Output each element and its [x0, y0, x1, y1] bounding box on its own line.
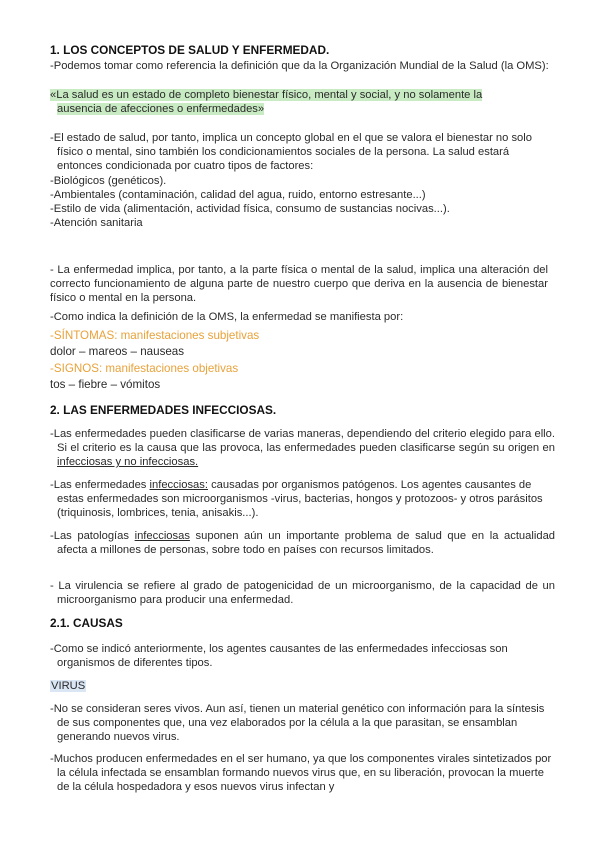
infectious-text-b: causadas por organismos patógenos. Los agentes causantes de estas enfermedades son microorganismos -virus, bacterias, hongos y protozoos- y otros parásitos (triquinosis, lombrices, tenia, anisakis...).: [57, 479, 543, 519]
pathologies-text-b: suponen aún un importante problema de salud que en la actualidad afecta a millones de personas, sobre todo en países con recursos limitados.: [57, 530, 556, 556]
virus-label: VIRUS: [51, 680, 86, 692]
signs-label: -SIGNOS: manifestaciones objetivas: [50, 362, 239, 375]
factor-environmental: -Ambientales (contaminación, calidad del agua, ruido, entorno estresante...): [50, 189, 426, 201]
quote-line-2: ausencia de afecciones o enfermedades»: [57, 103, 265, 115]
symptoms-list: dolor – mareos – nauseas: [50, 345, 185, 358]
pathologies-text-a: -Las patologías: [50, 530, 135, 542]
oms-manifestation-paragraph: -Como indica la definición de la OMS, la enfermedad se manifiesta por:: [50, 311, 404, 323]
virus-paragraph-2: -Muchos producen enfermedades en el ser humano, ya que los componentes virales sintetizados por la célula infectada se ensamblan formando nuevos virus que, en su liberación, provocan la muerte de la célula hospedadora y esos nuevos virus infectan y: [50, 753, 552, 793]
oms-intro-paragraph: -Podemos tomar como referencia la definición que da la Organización Mundial de la Salud (la OMS):: [50, 60, 549, 72]
symptoms-label: -SÍNTOMAS: manifestaciones subjetivas: [50, 329, 260, 342]
infectious-paragraph: [50, 478, 555, 520]
section-2-heading: 2. LAS ENFERMEDADES INFECCIOSAS.: [50, 403, 277, 417]
health-state-paragraph: -El estado de salud, por tanto, implica un concepto global en el que se valora el bienestar no solo físico o mental, sino también los condicionamientos sociales de la persona. La salud estará entonces condicionada por cuatro tipos de factores:: [50, 132, 532, 172]
section-2-1-heading: 2.1. CAUSAS: [50, 616, 123, 630]
section-1-heading: 1. LOS CONCEPTOS DE SALUD Y ENFERMEDAD.: [50, 43, 330, 57]
virus-label-line: [50, 679, 548, 693]
oms-definition-quote: [50, 88, 548, 116]
signs-list: tos – fiebre – vómitos: [50, 378, 161, 391]
infectious-underlined: infecciosas:: [149, 479, 208, 491]
factor-biological: -Biológicos (genéticos).: [50, 175, 167, 187]
classification-text: -Las enfermedades pueden clasificarse de varias maneras, dependiendo del criterio elegido para ello. Si el criterio es la causa que las provoca, las enfermedades pueden clasificarse según su origen en: [50, 428, 555, 454]
factor-lifestyle: -Estilo de vida (alimentación, actividad física, consumo de sustancias nocivas...).: [50, 203, 450, 215]
pathologies-paragraph: [50, 529, 555, 557]
virulence-paragraph: - La virulencia se refiere al grado de patogenicidad de un microorganismo, de la capacidad de un microorganismo para producir una enfermedad.: [50, 580, 555, 606]
causes-paragraph: -Como se indicó anteriormente, los agentes causantes de las enfermedades infecciosas son organismos de diferentes tipos.: [50, 643, 508, 669]
classification-paragraph: [50, 427, 555, 469]
classification-underlined: infecciosas y no infecciosas.: [57, 456, 199, 468]
virus-paragraph-1: -No se consideran seres vivos. Aun así, tienen un material genético con información para la síntesis de sus componentes que, una vez elaborados por la célula a la que parasitan, se ensamblan generando nuevos virus.: [50, 703, 545, 743]
disease-paragraph: - La enfermedad implica, por tanto, a la parte física o mental de la salud, implica una alteración del correcto funcionamiento de alguna parte de nuestro cuerpo que deriva en la ausencia de bienestar físico o mental en la persona.: [50, 264, 548, 304]
infectious-text-a: -Las enfermedades: [50, 479, 150, 491]
pathologies-underlined: infecciosas: [134, 530, 190, 542]
factor-healthcare: -Atención sanitaria: [50, 217, 143, 229]
quote-line-1: «La salud es un estado de completo bienestar físico, mental y social, y no solamente la: [50, 89, 483, 101]
